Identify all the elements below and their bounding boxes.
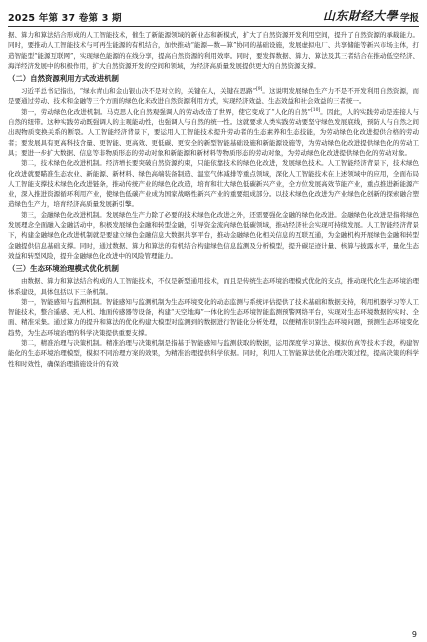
citation-ref: [10] xyxy=(310,107,321,113)
issue-info: 2025 年第 37 卷第 3 期 xyxy=(8,13,122,24)
paragraph-text: 。这说明发展绿色生产力不是不开发利用自然资源，而是要通过劳动、技术和金融等三个方面的绿色化来改进自然资源利用方式，实现经济效益、生态效益和社会效益的三者统一。 xyxy=(8,87,419,106)
paragraph-text: 习近平总书记指出，“绿水青山和金山银山决不是对立的，关键在人，关键在思路” xyxy=(21,87,257,96)
citation-ref: [9] xyxy=(256,87,263,93)
paragraph-text: 。因此，人的实践劳动是连接人与自然的纽带。这种实践劳动既强调人的主观能动性，也强调人与自然的统一性。这就要求人类实践劳动要坚守绿色发展底线，预防人与自然之间出现物质变换关系的断裂。人工智能经济背景下，要运用人工智能技术提升劳动者的生态素养和生态技能，为劳动绿色化改进提供合格的劳动者；要发展具有更高科技含量、更智能、更高效、更低碳、更安全的新型智能基础设施和新能源设施等，为劳动绿色化改进提供绿色化的劳动工具；要进一步扩大数据、信息等非物质形态的劳动对象和新能源和新材料等物质形态的劳动对象，为劳动绿色化改进提供绿色化的劳动对象。 xyxy=(8,107,419,157)
paragraph: 第二，精准治理与决策机制。精准治理与决策机制是指基于智能感知与监测获取的数据，运用深度学习算法、模拟仿真等技术手段，构建智能化的生态环境治理模型，模拟不同治理方案的效果，为精准治理提供科学依据。同时，利用人工智能算法优化治理决策过程，提高决策的科学性和时效性，确保治理措施设计的有效 xyxy=(8,339,419,368)
page-number: 9 xyxy=(411,630,417,639)
header-divider xyxy=(8,26,419,27)
paragraph: 由数据、算力和算法结合构成的人工智能技术，不仅是新型通用技术，而且是传统生态环境治理模式优化的支点，推动现代化生态环境治理体系建设，具体包括以下三条机制。 xyxy=(8,277,419,296)
journal-kind: 学报 xyxy=(399,13,419,24)
paragraph: 第三，金融绿色化改进机制。发展绿色生产力除了必要的技术绿色化改进之外，还需要强化金融的绿色化改进。金融绿色化改进是指将绿色发展理念全面融入金融活动中，积极发展绿色金融和转型金融，引导资金流向绿色低碳领域，推动经济社会实现可持续发展。人工智能经济背景下，构建金融绿色化改进机制就是要建立绿色金融信息大数据共享平台，推动金融绿色化相关信息的互联互通，为金融机构开展绿色金融和转型金融提供信息基础支撑。同时，通过数据、算力和算法的有机结合构建绿色信息监测及分析模型，提升碳足迹计量、核算与披露水平，量化生态效益和转型风险，提升金融绿色化改进中的风险管理能力。 xyxy=(8,210,419,260)
paragraph xyxy=(8,86,419,107)
running-header xyxy=(8,6,419,24)
paragraph xyxy=(8,107,419,158)
journal-title xyxy=(323,7,419,24)
body-text xyxy=(8,30,419,626)
paragraph: 第二，技术绿色化改进机制。经济增长要突破自然资源约束，只能依靠技术的绿色化改进，发展绿色技术。人工智能经济背景下，技术绿色化改进就要瞄准生态农业、新能源、新材料、绿色高端装备制造、温室气体减排等重点领域，深化人工智能技术在上述领域中的应用，全面布局人工智能支撑技术绿色化改进链条，推动传统产业的绿色化改造，培育和壮大绿色低碳新兴产业，全方位发展高效节能产业，重点推进新能源产业，深入推进资源循环利用产业，使绿色低碳产业成为国家战略性新兴产业的重要组成部分。以技术绿色化改进为产业绿色化创新的探索融合塑造绿色生产力，培育经济高质量发展新引擎。 xyxy=(8,159,419,209)
section-heading: （二）自然资源利用方式改进机制 xyxy=(8,74,119,84)
paragraph: 据、算力和算法结合形成的人工智能技术，催生了新能源领域的新业态和新模式，扩大了自然资源开发利用空间，提升了自然资源的承载能力。同时，要推动人工智能技术与可再生能源的有机结合，加快推动“能源—数—算”协同的基础设施，发展虚拟电厂、共享储能等新兴市场主体，打造智能型“能源互联网”，实现绿色能源的在线分享，提高自然资源的利用效率。同时，要发挥数据、算力、算法及其三者结合在推动低空经济、海洋经济发展中的积极作用，扩大自然资源开发的空间和领域，为经济高质量发展提供更大的自然资源支撑。 xyxy=(8,31,419,70)
paragraph-text: 第一，劳动绿色化改进机制。马克思人化自然观强调人的劳动改造了世界，使它变成了“人化的自然” xyxy=(21,107,311,116)
journal-logo: 山东財经大學 xyxy=(322,9,398,23)
paragraph: 第一，智能感知与监测机制。智能感知与监测机制为生态环境变化的动态监测与系统评估提供了技术基础和数据支持，利用机器学习等人工智能技术，整合遥感、无人机、地面传感器等设备，构建“天空地海”一体化的生态环境智能监测预警网络平台，实现对生态环境数据的实时、全面、精准采集。通过算力的提升和算法的优化构建大模型对监测到的数据进行智能化分析处理，以便精准识别生态环境问题，预测生态环境变化趋势，为生态环境治理的科学决策提供重要支撑。 xyxy=(8,297,419,337)
section-heading: （三）生态环境治理模式优化机制 xyxy=(8,264,119,274)
